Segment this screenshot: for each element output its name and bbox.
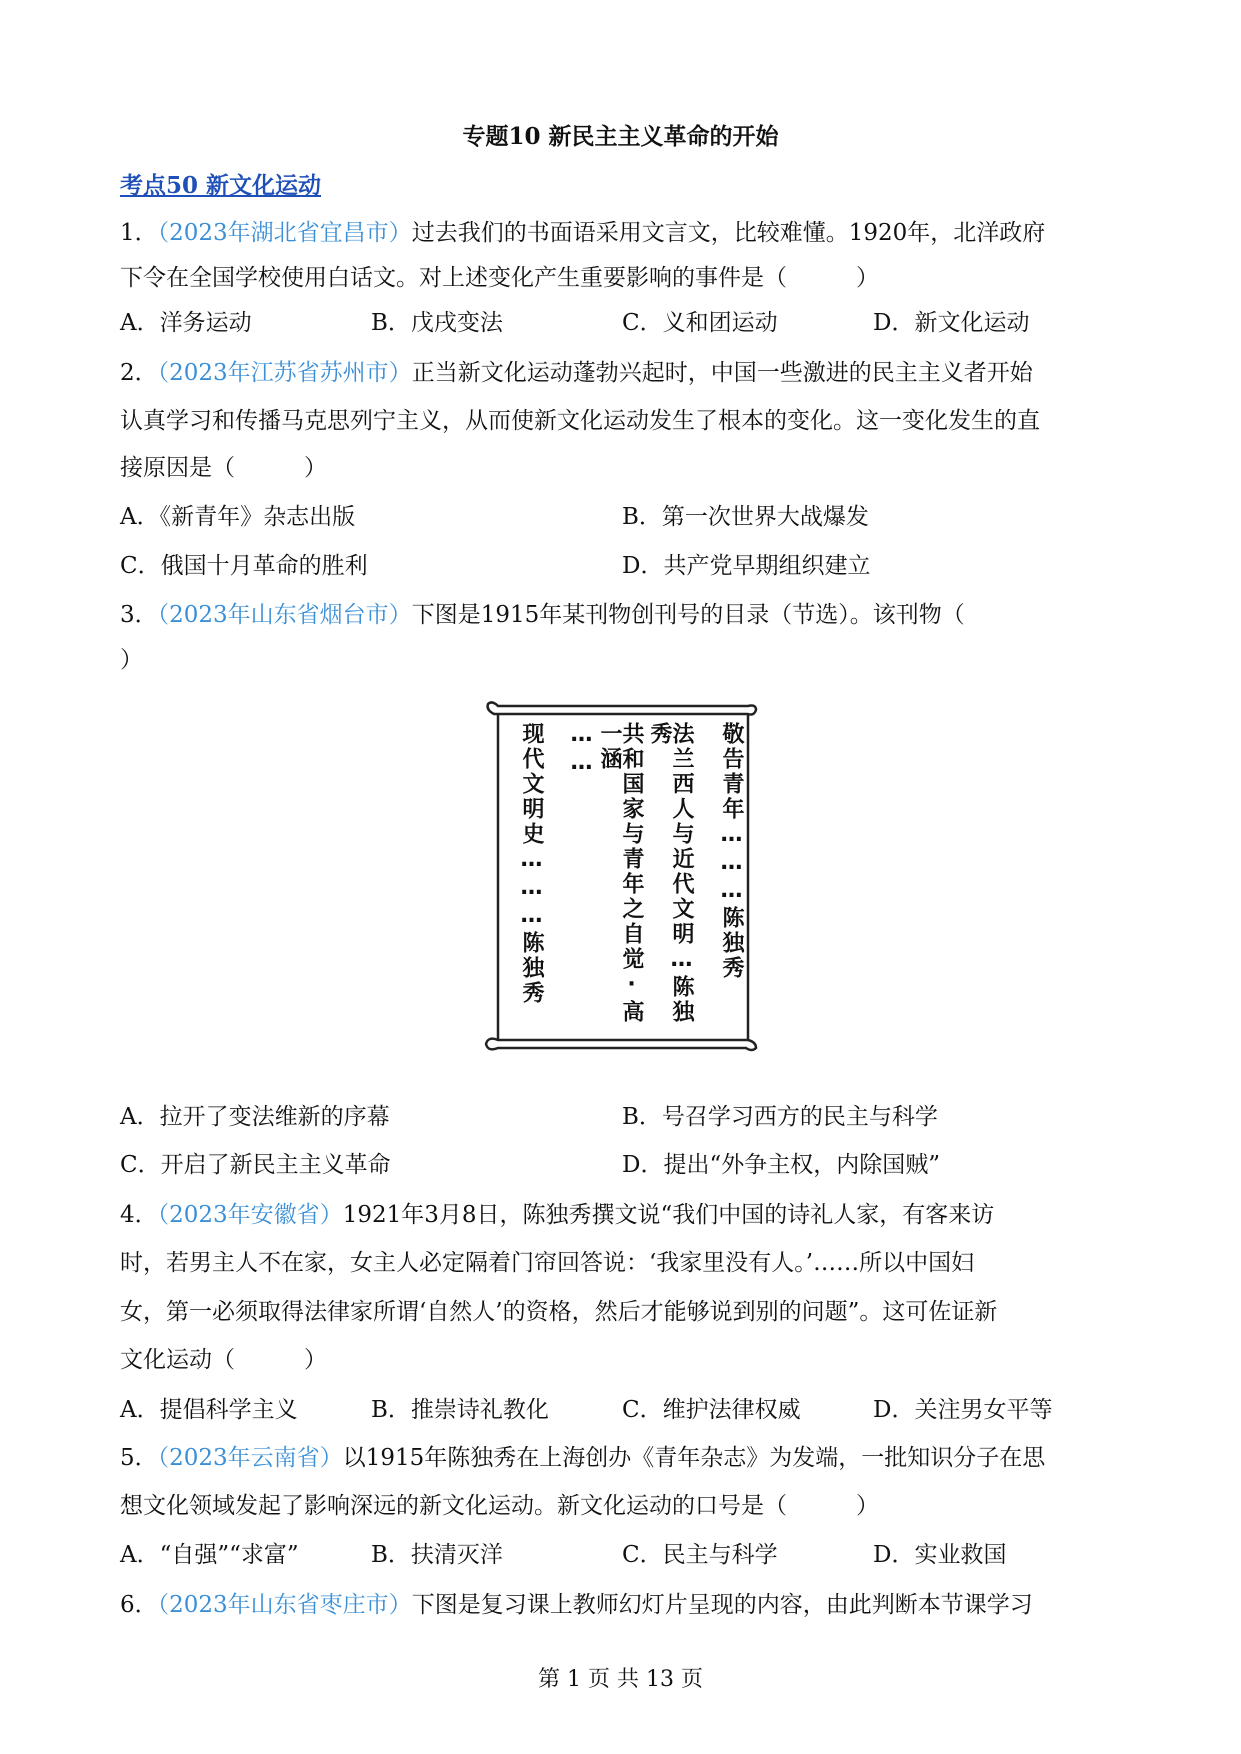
q5-number: 5． <box>120 1445 158 1471</box>
q1-text-1: 过去我们的书面语采用文言文，比较难懂。1920年，北洋政府 <box>411 220 1046 246</box>
q3-option-b: B．号召学习西方的民主与科学 <box>622 1104 938 1130</box>
q1-number: 1． <box>120 220 158 246</box>
q5-option-b: B．扶清灭洋 <box>371 1542 503 1568</box>
q6-line1 <box>120 1590 1130 1620</box>
section-heading[interactable]: 考点50 新文化运动 <box>120 172 322 199</box>
toc-entry-3: 共和国家与青年之自觉·高一涵 <box>597 722 644 1025</box>
q2-line2: 认真学习和传播马克思列宁主义，从而使新文化运动发生了根本的变化。这一变化发生的直 <box>120 408 1040 434</box>
q4-line3: 女，第一必须取得法律家所谓‘自然人’的资格，然后才能够说到别的问题”。这可佐证新 <box>120 1299 998 1325</box>
toc-entry-5: 现代文明史………陈独秀 <box>519 722 544 1006</box>
q5-option-d: D．实业救国 <box>873 1542 1007 1568</box>
q4-line1 <box>120 1200 1130 1230</box>
q2-line1 <box>120 358 1130 388</box>
q5-text-1: 以1915年陈独秀在上海创办《青年杂志》为发端，一批知识分子在思 <box>342 1445 1046 1471</box>
q4-option-a: A．提倡科学主义 <box>120 1397 298 1423</box>
toc-entry-2: 法兰西人与近代文明…陈独秀 <box>647 722 694 1025</box>
q2-line3: 接原因是（ ） <box>120 455 327 481</box>
q4-line2: 时，若男主人不在家，女主人必定隔着门帘回答说：‘我家里没有人。’……所以中国妇 <box>120 1250 975 1276</box>
q3-source: （2023年山东省烟台市） <box>157 602 412 628</box>
q5-option-a: A．“自强”“求富” <box>120 1542 299 1568</box>
q2-option-d: D．共产党早期组织建立 <box>622 553 871 579</box>
q3-option-d: D．提出“外争主权，内除国贼” <box>622 1152 940 1178</box>
q4-option-c: C．维护法律权威 <box>622 1397 801 1423</box>
q5-option-c: C．民主与科学 <box>622 1542 778 1568</box>
q2-option-c: C．俄国十月革命的胜利 <box>120 553 368 579</box>
q2-option-b: B．第一次世界大战爆发 <box>622 504 869 530</box>
q1-source: （2023年湖北省宜昌市） <box>157 220 412 246</box>
q1-option-b: B．戊戌变法 <box>371 310 503 336</box>
toc-entry-1: 敬告青年………陈独秀 <box>719 722 744 981</box>
q1-option-c: C．义和团运动 <box>622 310 778 336</box>
q1-line2: 下令在全国学校使用白话文。对上述变化产生重要影响的事件是（ ） <box>120 265 879 291</box>
q6-source: （2023年山东省枣庄市） <box>157 1592 412 1618</box>
q2-number: 2． <box>120 360 158 386</box>
q3-text-1: 下图是1915年某刊物创刊号的目录（节选）。该刊物（ <box>411 602 965 628</box>
q1-option-d: D．新文化运动 <box>873 310 1030 336</box>
q3-option-c: C．开启了新民主主义革命 <box>120 1152 391 1178</box>
q3-line1 <box>120 600 1130 630</box>
q2-option-a: A．《新青年》杂志出版 <box>120 504 356 530</box>
q4-option-d: D．关注男女平等 <box>873 1397 1053 1423</box>
q6-text-1: 下图是复习课上教师幻灯片呈现的内容，由此判断本节课学习 <box>411 1592 1033 1618</box>
q2-source: （2023年江苏省苏州市） <box>157 360 412 386</box>
q4-option-b: B．推崇诗礼教化 <box>371 1397 549 1423</box>
q5-source: （2023年云南省） <box>157 1445 343 1471</box>
q6-number: 6． <box>120 1592 158 1618</box>
q4-text-1: 1921年3月8日，陈独秀撰文说“我们中国的诗礼人家，有客来访 <box>342 1202 995 1228</box>
q5-line1 <box>120 1443 1130 1473</box>
q4-line4: 文化运动（ ） <box>120 1347 327 1373</box>
q2-text-1: 正当新文化运动蓬勃兴起时，中国一些激进的民主主义者开始 <box>411 360 1033 386</box>
toc-entry-4: …… <box>569 722 594 778</box>
q3-number: 3． <box>120 602 158 628</box>
q4-number: 4． <box>120 1202 158 1228</box>
page-title: 专题10 新民主主义革命的开始 <box>462 123 779 150</box>
q3-line2: ） <box>120 647 143 673</box>
q3-option-a: A．拉开了变法维新的序幕 <box>120 1104 390 1130</box>
q1-option-a: A．洋务运动 <box>120 310 252 336</box>
q1-line1 <box>120 218 1130 248</box>
q5-line2: 想文化领域发起了影响深远的新文化运动。新文化运动的口号是（ ） <box>120 1493 879 1519</box>
scroll-figure <box>480 700 760 1055</box>
page-footer: 第 1 页 共 13 页 <box>538 1667 703 1692</box>
q4-source: （2023年安徽省） <box>157 1202 343 1228</box>
